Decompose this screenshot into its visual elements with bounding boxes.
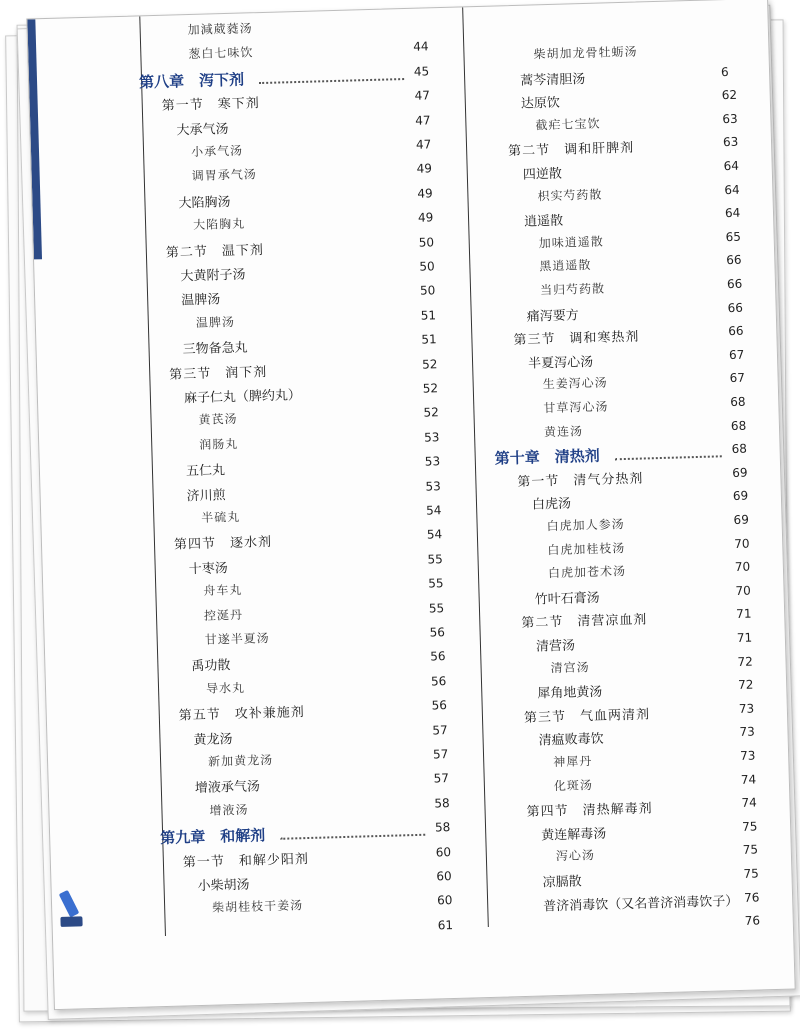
page-number: 68 [731,441,748,457]
toc-entry: 润肠丸 [199,436,239,452]
page-number: 63 [722,111,738,126]
section-heading: 第三节 调和寒热剂 [513,329,640,349]
section-heading: 第四节 逐水剂 [173,535,273,554]
toc-entry: 枳实芍药散 [537,187,603,203]
page-number: 55 [427,551,444,567]
toc-entry: 三物备急丸 [182,340,248,358]
toc-entry: 黑逍遥散 [539,258,592,274]
chapter-leader-dots [615,455,722,460]
toc-entry: 黄连汤 [543,423,584,439]
page-number: 67 [729,371,746,386]
page-number: 58 [434,820,451,835]
chapter-heading: 第九章 和解剂 [159,826,266,848]
section-heading: 第一节 寒下剂 [161,96,260,114]
toc-entry: 麻子仁丸（脾约丸） [183,388,302,407]
toc-entry: 柴胡桂枝干姜汤 [212,898,304,916]
section-heading: 第一节 和解少阳剂 [182,851,310,871]
toc-entry: 温脾汤 [181,292,221,309]
page-number: 51 [421,332,437,347]
toc-entry: 小柴胡汤 [197,877,250,895]
toc-entry: 五仁丸 [185,463,226,480]
page-number: 51 [420,308,437,323]
section-heading: 第一节 清气分热剂 [517,471,644,490]
page-number: 74 [741,795,757,811]
toc-entry: 白虎汤 [531,496,572,514]
toc-entry: 当归芍药散 [539,281,606,298]
page-number: 47 [414,88,431,103]
page-number: 72 [737,654,753,669]
toc-entry: 控涎丹 [203,607,244,623]
toc-entry: 增液汤 [209,802,249,818]
toc-entry: 神犀丹 [553,754,593,770]
toc-entry: 化斑汤 [553,777,594,793]
page-number: 61 [437,917,454,933]
toc-entry: 清瘟败毒饮 [538,732,604,749]
toc-entry: 达原饮 [520,95,561,112]
toc-entry: 截疟七宝饮 [535,116,601,133]
page-number: 56 [430,649,446,664]
page-number: 54 [425,503,442,518]
page-number: 6 [720,64,729,79]
toc-entry: 新加黄龙汤 [207,752,274,769]
toc-entry: 半夏泻心汤 [527,354,594,372]
toc-entry: 加減葳蕤汤 [187,21,253,38]
toc-entry: 白虎加人参汤 [546,517,625,534]
page-number: 75 [741,819,758,834]
page-number: 53 [423,429,440,445]
page-number: 49 [416,161,433,177]
page-number: 47 [415,112,431,128]
toc-entry: 半硫丸 [201,509,241,525]
chapter-heading: 第八章 泻下剂 [138,70,245,92]
page-number: 57 [432,747,449,762]
section-heading: 第二节 调和肝脾剂 [508,141,635,160]
toc-entry: 甘草泻心汤 [543,399,609,416]
toc-entry: 生姜泻心汤 [542,375,608,392]
page-number: 45 [413,64,430,79]
section-heading: 第三节 气血两清剂 [523,707,651,726]
page-number: 64 [723,158,740,174]
page-number: 75 [743,866,759,881]
toc-entry: 增液承气汤 [194,779,261,797]
page-number: 72 [737,677,754,693]
page-number: 49 [417,210,434,225]
toc-entry: 济川煎 [186,487,226,504]
pencil-icon [58,888,87,929]
section-heading: 第五节 攻补兼施剂 [178,705,306,724]
toc-entry: 调胃承气汤 [191,167,257,184]
toc-entry: 大承气汤 [176,121,229,138]
page-number: 70 [734,559,751,575]
page-number: 74 [740,772,757,787]
toc-entry: 葱白七味饮 [188,45,254,62]
toc-entry: 痛泻要方 [526,307,580,325]
chapter-leader-dots [259,78,404,84]
toc-entry: 清营汤 [535,638,576,655]
toc-entry: 白虎加苍术汤 [547,564,627,581]
toc-entry: 禹功散 [191,658,231,675]
page-number: 52 [423,405,439,421]
page-number: 73 [739,724,755,740]
page-number: 44 [413,39,429,55]
page-number: 68 [730,394,746,410]
page-number: 64 [724,182,740,197]
toc-entry: 泻心汤 [555,848,596,864]
page-number: 63 [722,135,739,150]
page-number: 69 [732,488,749,504]
page-number: 65 [725,229,742,244]
page-number: 69 [732,465,748,480]
toc-entry: 十枣汤 [188,560,228,578]
toc-entry: 四逆散 [522,166,563,183]
toc-entry: 小承气汤 [190,143,244,160]
page-number: 57 [432,722,448,738]
page-number: 75 [742,842,759,858]
page-number: 54 [426,527,443,542]
page-number: 56 [431,698,448,713]
toc-entry: 黄芪汤 [198,412,238,428]
toc-entry: 温脾汤 [195,314,236,330]
toc-entry: 逍遥散 [523,213,564,230]
page-number: 52 [422,381,439,396]
page-number: 50 [419,259,435,274]
toc-entry: 柴胡加龙骨牡蛎汤 [533,44,638,62]
page-number: 55 [428,576,444,591]
toc-entry: 白虎加桂枝汤 [547,540,626,557]
page-number: 73 [738,701,755,716]
section-heading: 第二节 温下剂 [165,242,265,261]
center-column-rule [462,7,489,927]
page-number: 60 [435,844,452,860]
page-number: 69 [733,512,750,527]
toc-entry: 大陷胸汤 [178,194,231,212]
toc-entry: 竹叶石膏汤 [534,590,600,608]
page-number: 50 [418,234,435,250]
page-number: 66 [728,323,744,339]
page-number: 49 [417,186,433,201]
section-heading: 第二节 清营凉血剂 [521,612,648,632]
toc-entry: 舟车丸 [203,582,243,599]
toc-entry: 普济消毒饮（又名普济消毒饮子） [543,893,739,915]
page-number: 50 [419,283,436,299]
page-number: 56 [429,625,446,640]
page-number: 76 [743,890,760,905]
page-number: 53 [425,478,441,494]
toc-entry: 黄连解毒汤 [541,826,607,844]
toc-page [26,0,795,1010]
page-number: 71 [736,630,753,645]
page-number: 60 [436,893,453,908]
page-number: 57 [433,771,450,786]
page-number: 67 [728,347,745,362]
toc-entry: 大黄附子汤 [180,267,246,285]
page-number: 76 [744,913,761,929]
page-number: 58 [434,795,450,811]
page-number: 56 [430,673,447,689]
toc-entry: 凉膈散 [542,874,582,891]
page-number: 66 [726,253,742,268]
page-number: 66 [726,276,743,292]
section-heading: 第三节 润下剂 [169,364,268,383]
page-number: 55 [428,600,445,616]
page-number: 66 [727,300,744,315]
page-number: 64 [724,205,741,221]
toc-entry: 大陷胸丸 [192,216,246,233]
section-heading: 第四节 清热解毒剂 [526,801,653,821]
toc-entry: 黄龙汤 [193,731,233,748]
page-number: 68 [730,418,747,433]
toc-entry: 蒿芩清胆汤 [520,71,586,89]
page-number: 70 [734,536,750,551]
toc-entry: 清宫汤 [550,659,590,675]
page-number: 73 [739,748,756,763]
chapter-leader-dots [280,834,425,840]
toc-entry: 甘遂半夏汤 [204,631,270,647]
toc-entry: 犀角地黄汤 [537,684,603,702]
toc-entry: 加味逍遥散 [538,234,604,251]
toc-entry: 导水丸 [205,680,246,696]
page-number: 71 [736,606,752,622]
chapter-heading: 第十章 清热剂 [494,446,600,468]
page-number: 52 [421,356,438,372]
left-column-rule [139,16,166,936]
page-number: 70 [735,583,752,598]
page-number: 62 [721,87,738,103]
page-number: 60 [436,869,452,884]
page-number: 53 [424,454,441,469]
page-number: 47 [415,137,432,152]
